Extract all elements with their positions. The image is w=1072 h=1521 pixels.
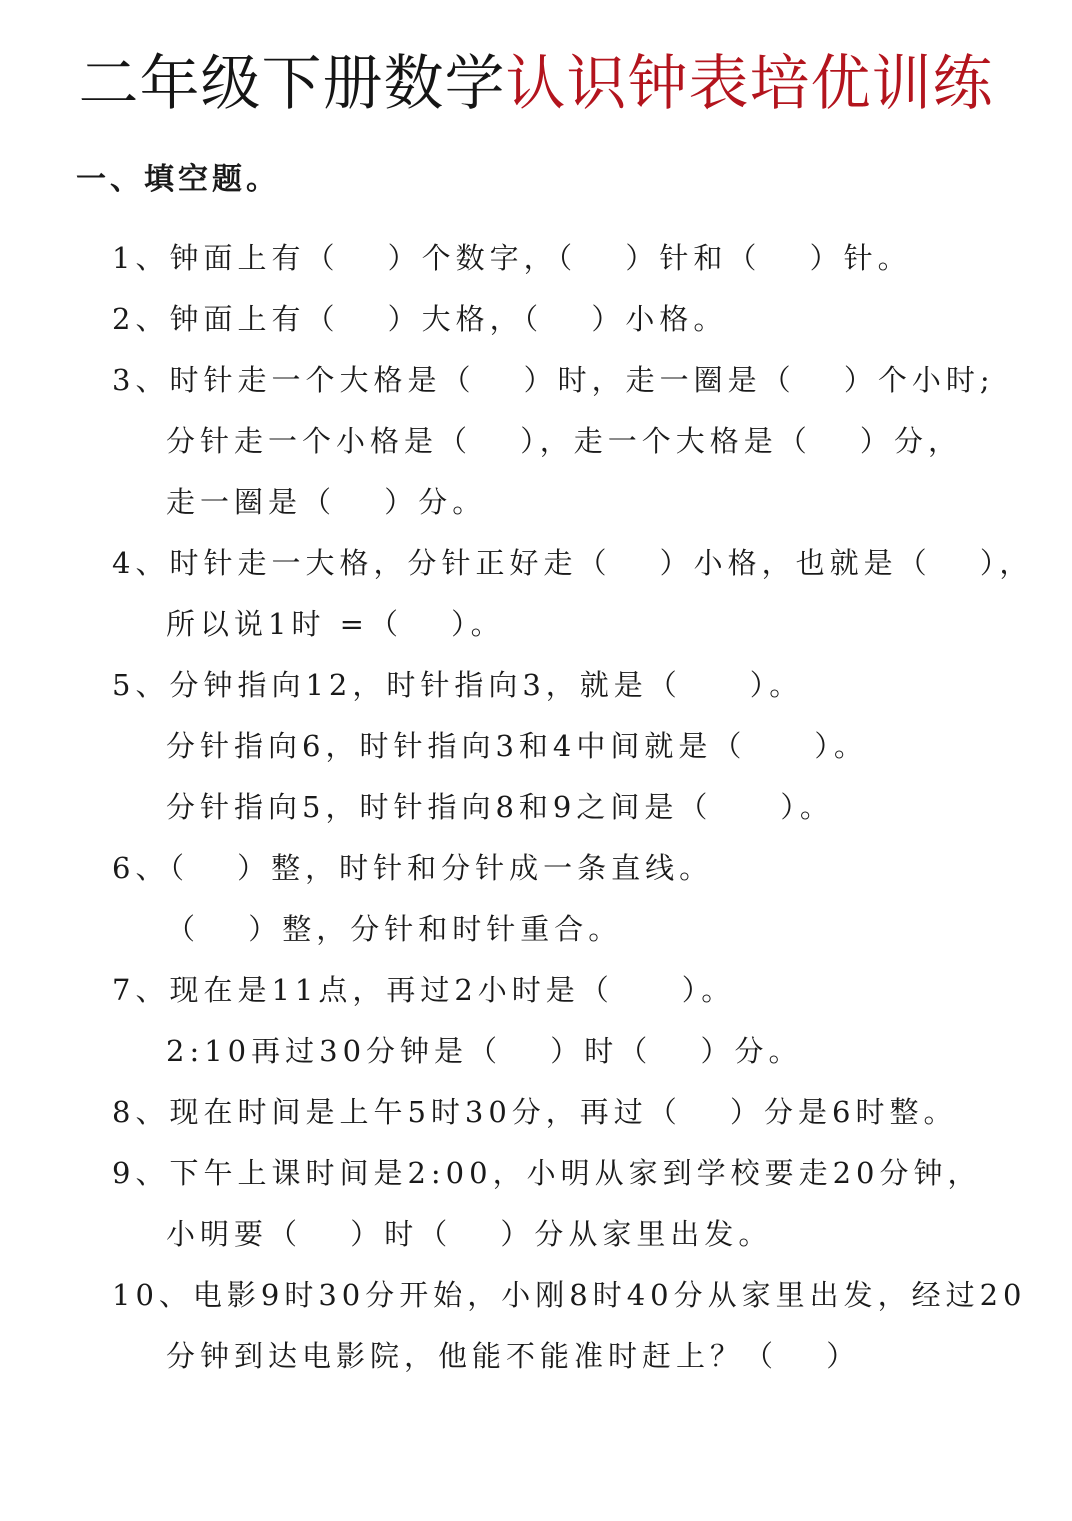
question-4-line-2: 所以说1时 =（ ）。 (166, 607, 505, 641)
question-8: 8、现在时间是上午5时30分，再过（ ）分是6时整。 (112, 1095, 958, 1129)
question-6: 6、（ ）整，时针和分针成一条直线。 (112, 851, 714, 885)
question-10: 10、电影9时30分开始，小刚8时40分从家里出发，经过20 (112, 1278, 1027, 1312)
question-5-line-3: 分针指向5，时针指向8和9之间是（ ）。 (166, 790, 834, 824)
title-black-part: 二年级下册数学 (78, 49, 506, 119)
question-6-line-2: （ ）整，分针和时针重合。 (166, 912, 623, 946)
question-7: 7、现在是11点，再过2小时是（ ）。 (112, 973, 736, 1007)
question-7-line-2: 2:10再过30分钟是（ ）时（ ）分。 (166, 1034, 803, 1068)
question-3-line-3: 走一圈是（ ）分。 (166, 485, 487, 519)
page-title (0, 44, 1072, 124)
section-heading: 一、填空题。 (76, 162, 280, 197)
title-red-part: 认识钟表培优训练 (505, 49, 994, 119)
question-1: 1、钟面上有（ ）个数字，（ ）针和（ ）针。 (112, 241, 912, 275)
question-9: 9、下午上课时间是2:00，小明从家到学校要走20分钟， (112, 1156, 982, 1190)
question-3: 3、时针走一个大格是（ ）时，走一圈是（ ）个小时; (112, 363, 995, 397)
question-4: 4、时针走一大格，分针正好走（ ）小格，也就是（ ）， (112, 546, 1034, 580)
question-9-line-2: 小明要（ ）时（ ）分从家里出发。 (166, 1217, 773, 1251)
question-2: 2、钟面上有（ ）大格，（ ）小格。 (112, 302, 728, 336)
question-3-line-2: 分针走一个小格是（ ），走一个大格是（ ）分， (166, 424, 962, 458)
question-10-line-2: 分钟到达电影院，他能不能准时赶上？（ ） (166, 1339, 861, 1373)
question-5-line-2: 分针指向6，时针指向3和4中间就是（ ）。 (166, 729, 868, 763)
question-5: 5、分钟指向12，时针指向3，就是（ ）。 (112, 668, 804, 702)
